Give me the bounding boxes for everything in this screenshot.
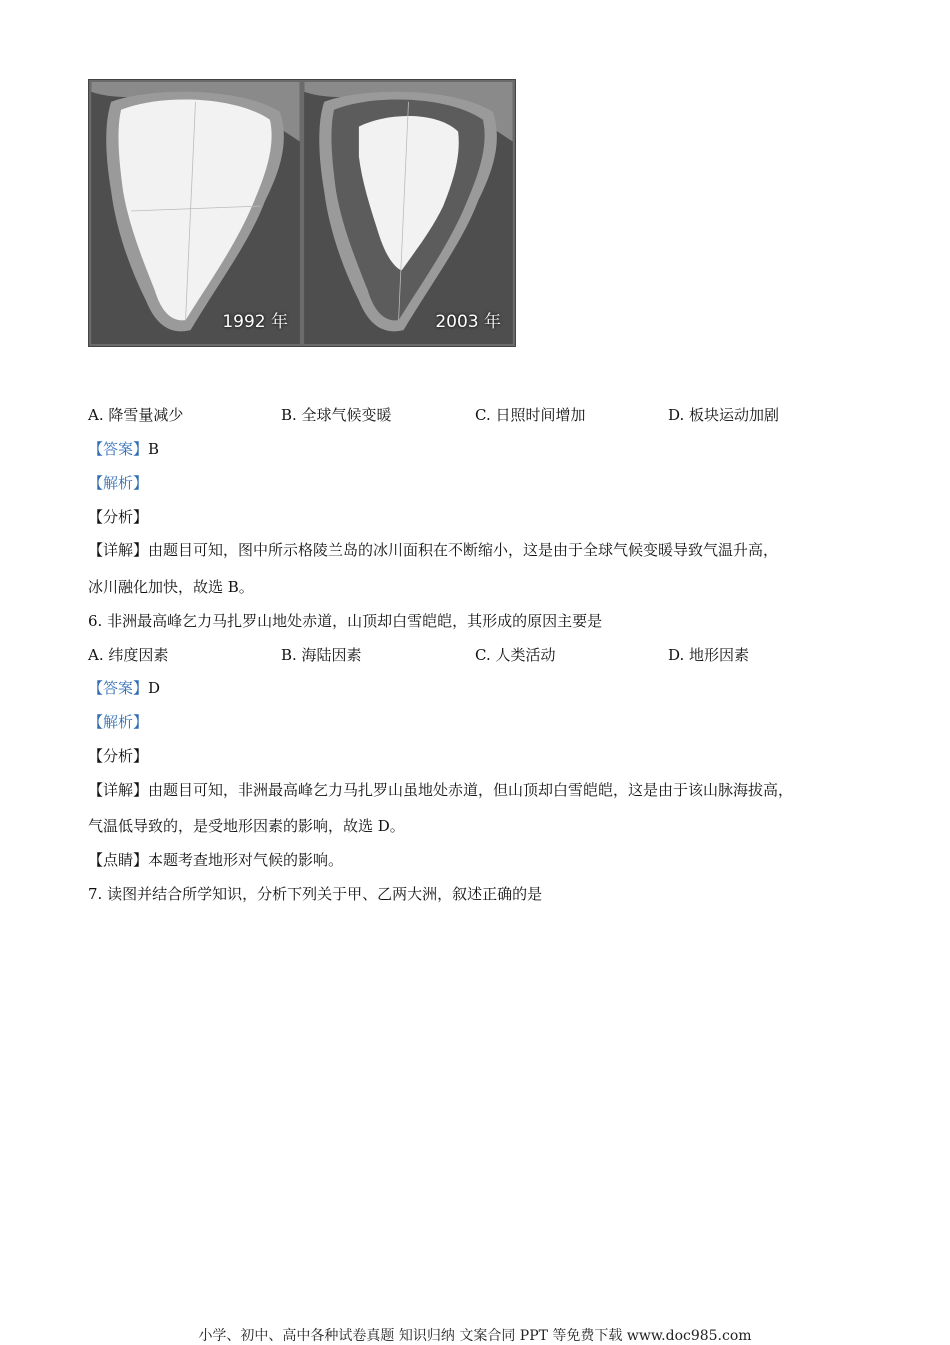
greenland-map-1992 (91, 82, 300, 344)
q6-answer: D (148, 679, 161, 697)
q6-option-a: A. 纬度因素 (88, 646, 169, 664)
q5-option-d: D. 板块运动加剧 (668, 406, 780, 424)
q5-answer-line (88, 438, 159, 459)
greenland-map-2003 (304, 82, 513, 344)
q5-detail-tag: 【详解】 (88, 541, 149, 559)
q6-dianjing-text: 本题考查地形对气候的影响。 (148, 851, 344, 869)
q6-detail-tag: 【详解】 (88, 781, 149, 799)
year-label-2003: 2003 年 (435, 312, 501, 332)
q6-option-c: C. 人类活动 (475, 646, 556, 664)
map-panel-1992 (91, 82, 300, 344)
q5-detail-line-1 (88, 539, 778, 560)
q6-dianjing-tag: 【点睛】 (88, 851, 149, 869)
q6-option-b: B. 海陆因素 (281, 646, 362, 664)
q6-option-d: D. 地形因素 (668, 646, 750, 664)
page-footer: 小学、初中、高中各种试卷真题 知识归纳 文案合同 PPT 等免费下载 www.doc985.com (198, 1328, 752, 1344)
q5-answer-tag: 【答案】 (88, 440, 149, 458)
q6-dianjing-line (88, 849, 343, 870)
q5-option-b: B. 全球气候变暖 (281, 406, 392, 424)
q5-option-c: C. 日照时间增加 (475, 406, 586, 424)
q6-answer-tag: 【答案】 (88, 679, 149, 697)
q6-detail-line-1 (88, 779, 793, 800)
year-label-1992: 1992 年 (222, 312, 288, 332)
q5-answer: B (148, 440, 160, 458)
q5-detail-text-1: 由题目可知，图中所示格陵兰岛的冰川面积在不断缩小，这是由于全球气候变暖导致气温升高， (148, 541, 779, 559)
q6-detail-text-1: 由题目可知，非洲最高峰乞力马扎罗山虽地处赤道，但山顶却白雪皑皑，这是由于该山脉海拔高， (148, 781, 794, 799)
q5-option-a: A. 降雪量减少 (88, 406, 184, 424)
q7-stem: 7. 读图并结合所学知识，分析下列关于甲、乙两大洲，叙述正确的是 (88, 885, 543, 903)
q5-fenxi: 【分析】 (88, 508, 149, 526)
q6-stem: 6. 非洲最高峰乞力马扎罗山地处赤道，山顶却白雪皑皑，其形成的原因主要是 (88, 612, 603, 630)
q6-detail-line-2: 气温低导致的，是受地形因素的影响，故选 D。 (88, 817, 405, 835)
map-panel-2003 (304, 82, 513, 344)
greenland-ice-figure (88, 79, 516, 347)
q6-fenxi: 【分析】 (88, 747, 149, 765)
q5-analysis-tag: 【解析】 (88, 474, 149, 492)
q6-analysis-tag: 【解析】 (88, 713, 149, 731)
q5-detail-line-2: 冰川融化加快，故选 B。 (88, 578, 254, 596)
q6-answer-line (88, 677, 160, 698)
